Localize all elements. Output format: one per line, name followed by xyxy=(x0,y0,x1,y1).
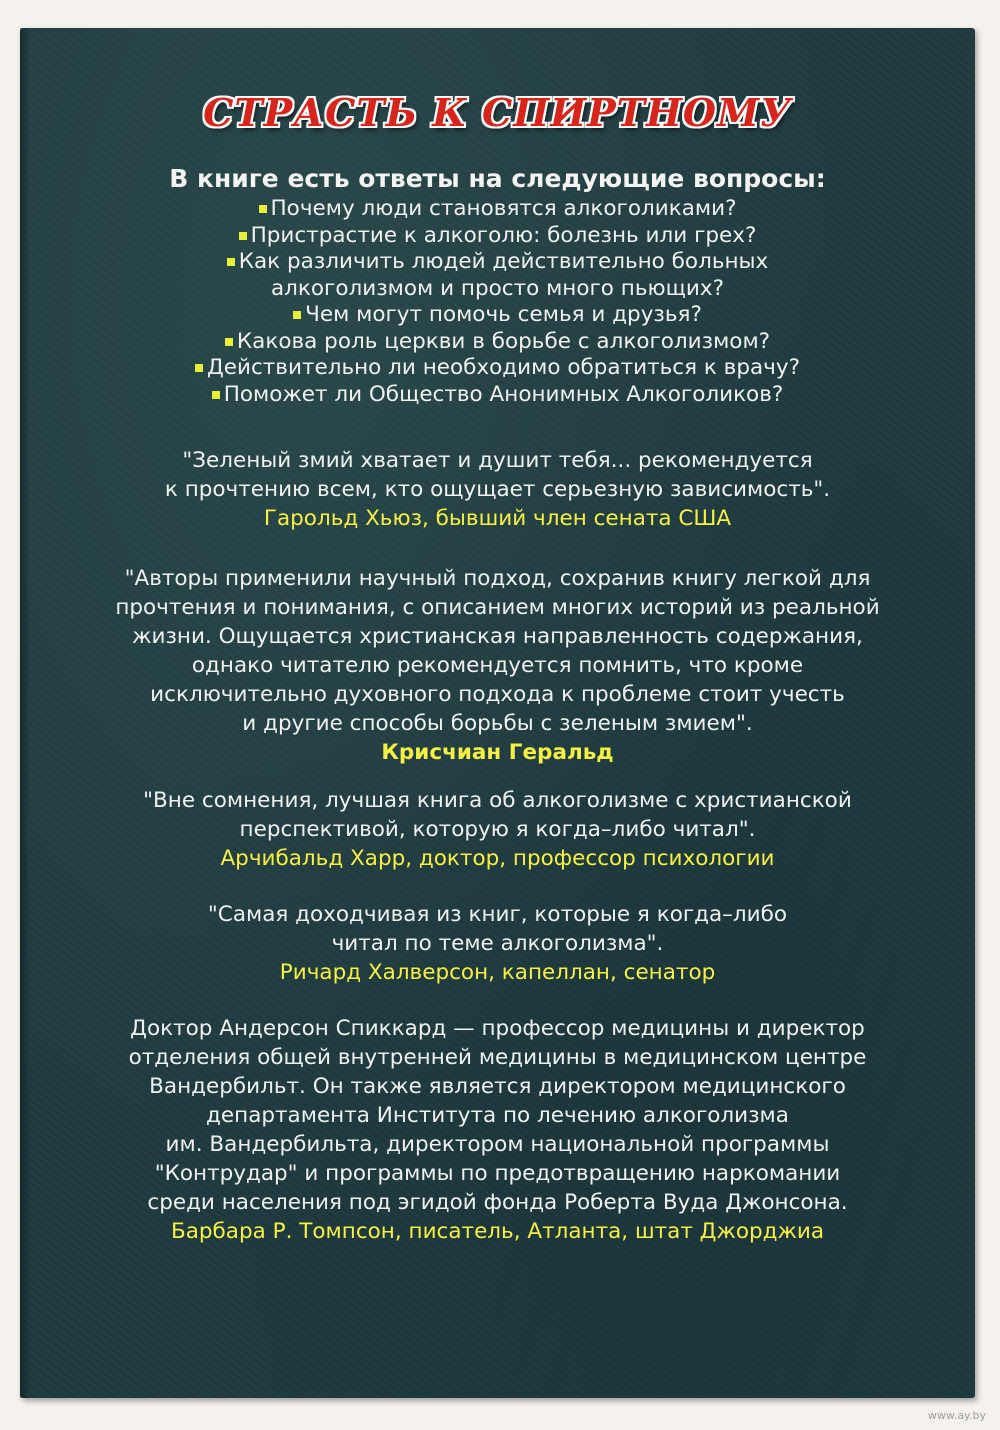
review-line: читал по теме алкоголизма". xyxy=(331,931,664,956)
review-line: "Зеленый змий хватает и душит тебя... рекомендуется xyxy=(182,448,813,473)
bio-line: отделения общей внутренней медицины в медицинском центре xyxy=(128,1045,867,1070)
bio-author: Барбара Р. Томпсон, писатель, Атланта, штат Джорджиа xyxy=(170,1219,825,1244)
book-back-cover xyxy=(20,28,975,1398)
question-item: Пристрастие к алкоголю: болезнь или грех? xyxy=(20,223,975,250)
question-item: Почему люди становятся алкоголиками? xyxy=(20,196,975,223)
question-item: Какова роль церкви в борьбе с алкоголизмом? xyxy=(20,329,975,356)
question-item: Как различить людей действительно больных xyxy=(20,249,975,276)
review-author: Гарольд Хьюз, бывший член сената США xyxy=(263,506,732,531)
bio-line: Вандербильт. Он также является директором медицинского xyxy=(149,1074,846,1099)
review-4 xyxy=(20,900,975,987)
questions-heading: В книге есть ответы на следующие вопросы: xyxy=(169,164,826,193)
review-line: прочтения и понимания, с описанием многих историй из реальной xyxy=(115,595,880,620)
review-line: исключительно духовного подхода к проблеме стоит учесть xyxy=(150,682,845,707)
review-line: однако читателю рекомендуется помнить, что кроме xyxy=(191,653,804,678)
bullet-icon xyxy=(212,391,220,399)
bullet-icon xyxy=(293,311,301,319)
bullet-icon xyxy=(225,338,233,346)
question-item-continuation: алкоголизмом и просто много пьющих? xyxy=(271,275,724,301)
bullet-icon xyxy=(195,364,203,372)
review-2 xyxy=(20,564,975,767)
review-author: Арчибальд Харр, доктор, профессор психологии xyxy=(220,846,775,871)
question-item: Действительно ли необходимо обратиться к врачу? xyxy=(20,355,975,382)
review-3 xyxy=(20,786,975,873)
review-1 xyxy=(20,446,975,533)
review-line: "Авторы применили научный подход, сохранив книгу легкой для xyxy=(124,566,871,591)
review-author: Ричард Халверсон, капеллан, сенатор xyxy=(279,960,716,985)
review-line: жизни. Ощущается христианская направленность содержания, xyxy=(132,624,863,649)
review-line: "Вне сомнения, лучшая книга об алкоголизме с христианской xyxy=(143,788,852,813)
bio-line: "Контрудар" и программы по предотвращению наркомании xyxy=(154,1161,841,1186)
book-title: СТРАСТЬ К СПИРТНОМУ xyxy=(203,90,792,135)
bullet-icon xyxy=(259,205,267,213)
watermark: www.ay.by xyxy=(927,1409,986,1422)
review-line: и другие способы борьбы с зеленым змием". xyxy=(242,711,753,736)
bio-line: им. Вандербильта, директором национальной программы xyxy=(165,1132,830,1157)
bio-line: среди населения под эгидой фонда Роберта Вуда Джонсона. xyxy=(147,1190,848,1215)
bio-line: Доктор Андерсон Спиккард — профессор медицины и директор xyxy=(130,1016,865,1041)
question-item: Поможет ли Общество Анонимных Алкоголиков? xyxy=(20,382,975,409)
questions-list xyxy=(20,196,975,408)
bullet-icon xyxy=(227,258,235,266)
review-line: к прочтению всем, кто ощущает серьезную зависимость". xyxy=(164,477,831,502)
bio-line: департамента Института по лечению алкоголизма xyxy=(206,1103,789,1128)
author-bio xyxy=(20,1014,975,1246)
review-line: перспективой, которую я когда–либо читал". xyxy=(239,817,756,842)
bullet-icon xyxy=(239,232,247,240)
review-line: "Самая доходчивая из книг, которые я когда–либо xyxy=(207,902,788,927)
review-author: Крисчиан Геральд xyxy=(381,740,614,765)
question-item: Чем могут помочь семья и друзья? xyxy=(20,302,975,329)
